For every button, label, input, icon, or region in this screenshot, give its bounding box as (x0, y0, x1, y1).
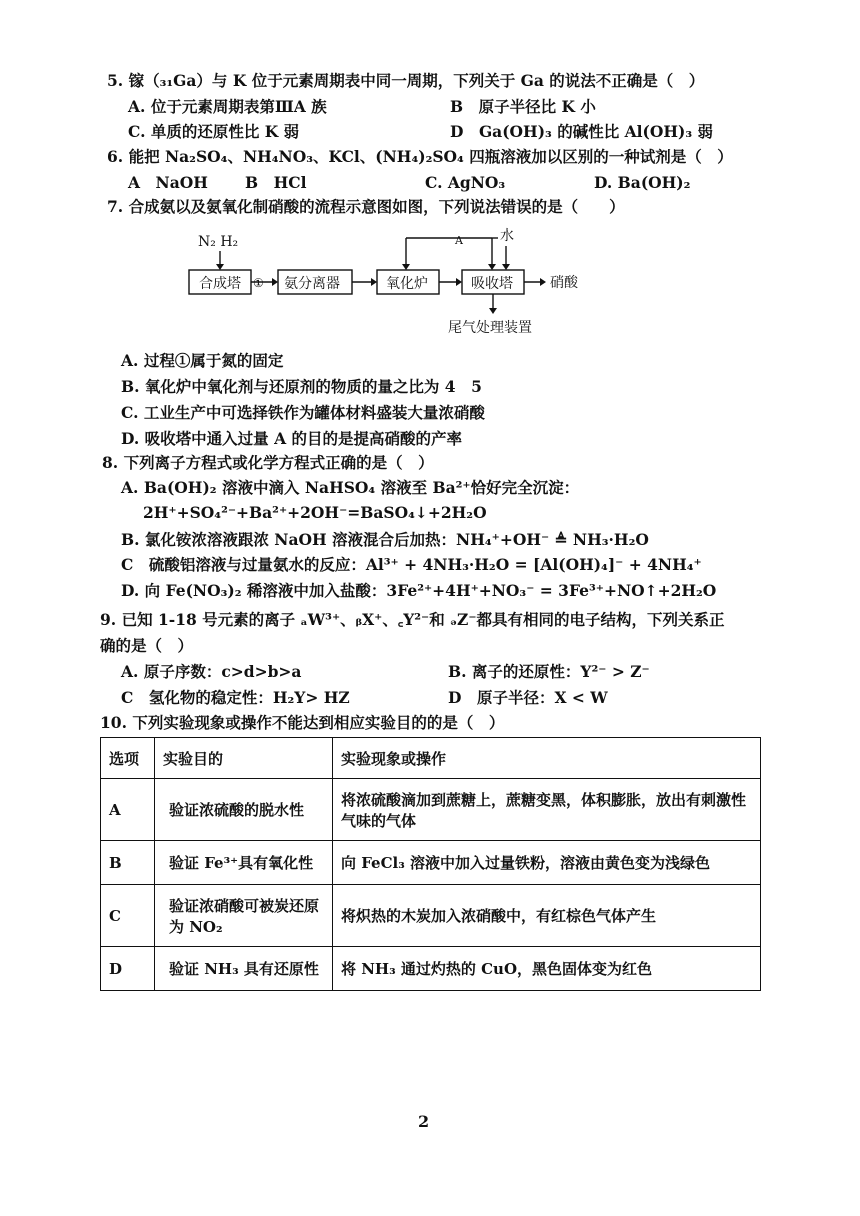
row-goal: 验证浓硝酸可被炭还原为 NO₂ (155, 885, 333, 947)
table-row (101, 885, 761, 947)
q9-stem: 9. 已知 1-18 号元素的离子 ₐW³⁺、ᵦX⁺、꜀Y²⁻和 ₔZ⁻都具有相同的电子结构，下列关系正 (100, 610, 725, 629)
table-row (101, 779, 761, 841)
q9-stem-cont: 确的是（ ） (100, 636, 194, 655)
box-synthesis-tower-label: 合成塔 (199, 276, 241, 292)
header-option: 选项 (101, 738, 155, 779)
q5-option-c: C. 单质的还原性比 K 弱 (128, 122, 300, 141)
row-option: D (101, 947, 155, 991)
q8-option-d: D. 向 Fe(NO₃)₂ 稀溶液中加入盐酸：3Fe²⁺+4H⁺+NO₃⁻ = 3Fe³⁺+NO↑+2H₂O (121, 581, 717, 600)
step-marker: ① (253, 276, 264, 290)
q7-option-a: A. 过程①属于氮的固定 (121, 351, 284, 370)
tail-gas-label: 尾气处理装置 (448, 320, 532, 336)
q5-option-b: B 原子半径比 K 小 (450, 97, 596, 116)
header-goal: 实验目的 (155, 738, 333, 779)
box-ammonia-separator-label: 氨分离器 (284, 276, 340, 292)
q10-table (100, 737, 761, 991)
water-label: 水 (500, 228, 514, 244)
q8-stem: 8. 下列离子方程式或化学方程式正确的是（ ） (102, 453, 434, 472)
q8-option-a-equation: 2H⁺+SO₄²⁻+Ba²⁺+2OH⁻=BaSO₄↓+2H₂O (143, 503, 487, 522)
q10-stem: 10. 下列实验现象或操作不能达到相应实验目的的是（ ） (100, 713, 505, 732)
row-goal: 验证 NH₃ 具有还原性 (155, 947, 333, 991)
row-option: B (101, 841, 155, 885)
q6-option-b: B HCl (245, 173, 307, 192)
q6-option-a: A NaOH (128, 173, 208, 192)
table-row (101, 947, 761, 991)
q7-stem: 7. 合成氨以及氨氧化制硝酸的流程示意图如图，下列说法错误的是（ ） (107, 197, 625, 216)
q9-option-a: A. 原子序数：c>d>b>a (121, 662, 302, 681)
box-absorption-tower-label: 吸收塔 (471, 276, 513, 292)
q7-option-c: C. 工业生产中可选择铁作为罐体材料盛装大量浓硝酸 (121, 403, 485, 422)
row-option: C (101, 885, 155, 947)
q5-option-a: A. 位于元素周期表第ⅢA 族 (128, 97, 327, 116)
q6-option-d: D. Ba(OH)₂ (594, 173, 691, 192)
row-option: A (101, 779, 155, 841)
diagram-input-label: N₂ H₂ (198, 234, 239, 250)
q6-stem: 6. 能把 Na₂SO₄、NH₄NO₃、KCl、(NH₄)₂SO₄ 四瓶溶液加以区别的一种试剂是（ ） (107, 147, 733, 166)
row-operation: 向 FeCl₃ 溶液中加入过量铁粉，溶液由黄色变为浅绿色 (333, 841, 761, 885)
row-operation: 将炽热的木炭加入浓硝酸中，有红棕色气体产生 (333, 885, 761, 947)
table-header-row (101, 738, 761, 779)
q5-option-d: D Ga(OH)₃ 的碱性比 Al(OH)₃ 弱 (450, 122, 714, 141)
page-number: 2 (418, 1112, 430, 1131)
q6-option-c: C. AgNO₃ (425, 173, 506, 192)
row-goal: 验证浓硫酸的脱水性 (155, 779, 333, 841)
loop-a-label: A (455, 234, 463, 247)
box-oxidation-furnace-label: 氧化炉 (386, 276, 428, 292)
output-nitric-acid-label: 硝酸 (550, 275, 578, 291)
q9-option-c: C 氢化物的稳定性：H₂Y> HZ (121, 688, 350, 707)
q9-option-b: B. 离子的还原性：Y²⁻ > Z⁻ (448, 662, 650, 681)
row-operation: 将 NH₃ 通过灼热的 CuO，黑色固体变为红色 (333, 947, 761, 991)
table-row (101, 841, 761, 885)
row-operation: 将浓硫酸滴加到蔗糖上，蔗糖变黑，体积膨胀，放出有刺激性气味的气体 (333, 779, 761, 841)
q7-option-b: B. 氧化炉中氧化剂与还原剂的物质的量之比为 4 5 (121, 377, 482, 396)
q8-option-b: B. 氯化铵浓溶液跟浓 NaOH 溶液混合后加热：NH₄⁺+OH⁻ ≜ NH₃·H₂O (121, 530, 649, 549)
q8-option-c: C 硫酸铝溶液与过量氨水的反应：Al³⁺ + 4NH₃·H₂O = [Al(OH)₄]⁻ + 4NH₄⁺ (121, 555, 702, 574)
q9-option-d: D 原子半径：X < W (448, 688, 608, 707)
flow-diagram (180, 224, 600, 344)
q8-option-a: A. Ba(OH)₂ 溶液中滴入 NaHSO₄ 溶液至 Ba²⁺恰好完全沉淀： (121, 478, 580, 497)
header-operation: 实验现象或操作 (333, 738, 761, 779)
q7-option-d: D. 吸收塔中通入过量 A 的目的是提高硝酸的产率 (121, 429, 463, 448)
row-goal: 验证 Fe³⁺具有氧化性 (155, 841, 333, 885)
q5-stem: 5. 镓（₃₁Ga）与 K 位于元素周期表中同一周期，下列关于 Ga 的说法不正确是（ ） (107, 71, 705, 90)
